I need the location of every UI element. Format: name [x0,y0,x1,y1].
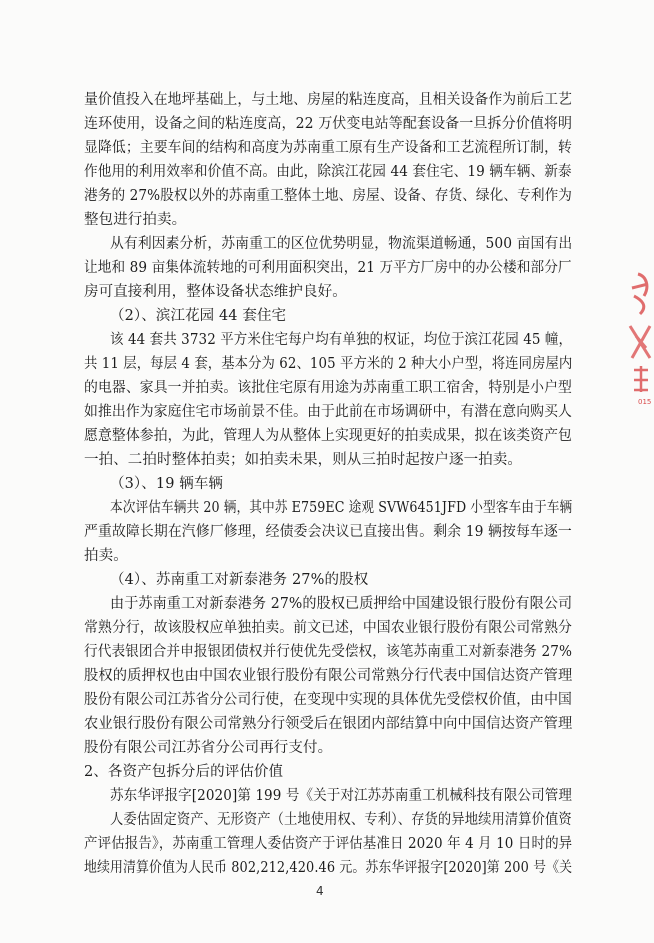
text-line: 人委估固定资产、无形资产（土地使用权、专利）、存货的异地续用清算价值资 [110,812,572,828]
text-line: 该 44 套共 3732 平方米住宅每户均有单独的权证，均位于滨江花园 45 幢， [110,332,573,348]
text-line: 作他用的利用效率和价值不高。由此，除滨江花园 44 套住宅、19 辆车辆、新泰 [84,164,572,180]
section-heading: （4）、苏南重工对新泰港务 27%的股权 [110,572,369,588]
text-line: 一拍、二拍时整体拍卖；如拍卖未果，则从三拍时起按户逐一拍卖。 [84,452,522,468]
text-line: 农业银行股份有限公司常熟分行领受后在银团内部结算中向中国信达资产管理 [84,716,573,732]
text-line: 股份有限公司江苏省分公司行使，在变现中实现的具体优先受偿权价值，由中国 [84,692,572,708]
text-line: 由于苏南重工对新泰港务 27%的股权已质押给中国建设银行股份有限公司 [110,596,573,612]
text-line: 房可直接利用，整体设备状态维护良好。 [84,284,347,300]
seal-stamp-icon [624,266,654,406]
text-line: 量价值投入在地坪基础上，与土地、房屋的粘连度高，且相关设备作为前后工艺 [84,92,572,108]
text-line: 产评估报告》，苏南重工管理人委估资产于评估基准日 2020 年 4 月 10 日时的异 [84,836,573,852]
text-line: 港务的 27%股权以外的苏南重工整体土地、房屋、设备、存货、绿化、专利作为 [84,188,573,204]
text-line: 的电器、家具一并拍卖。该批住宅原有用途为苏南重工职工宿舍，特别是小户型 [84,380,572,396]
text-line: 从有利因素分析，苏南重工的区位优势明显，物流渠道畅通，500 亩国有出 [110,236,573,252]
section-heading: 苏东华评报字[2020]第 199 号《关于对江苏苏南重工机械科技有限公司管理 [110,788,573,804]
text-line: 整包进行拍卖。 [84,212,187,228]
text-line: 愿意整体参拍，为此，管理人为从整体上实现更好的拍卖成果，拟在该类资产包 [84,428,572,444]
text-line: 行代表银团合并申报银团债权并行使优先受偿权，该笔苏南重工对新泰港务 27% [84,644,573,660]
text-line: 严重故障长期在汽修厂修理，经债委会决议已直接出售。剩余 19 辆按每车逐一 [84,524,572,540]
text-line: 拍卖。 [84,548,128,564]
text-line: 地续用清算价值为人民币 802,212,420.46 元。苏东华评报字[2020]第 200 号《关 [84,860,573,876]
text-line: 连环使用，设备之间的粘连度高，22 万伏变电站等配套设备一旦拆分价值将明 [84,116,573,132]
text-line: 显降低；主要车间的结构和高度为苏南重工原有生产设备和工艺流程所订制，转 [84,140,572,156]
text-line: 共 11 层，每层 4 套，基本分为 62、105 平方米的 2 种大小户型，将连同房屋内 [84,356,573,372]
section-heading: （3）、19 辆车辆 [110,476,224,492]
text-line: 如推出作为家庭住宅市场前景不佳。由于此前在市场调研中，有潜在意向购买人 [84,404,572,420]
page-number: 4 [316,884,324,898]
text-line: 股份有限公司江苏省分公司再行支付。 [84,740,333,756]
section-heading: （2）、滨江花园 44 套住宅 [110,308,287,324]
text-line: 常熟分行，故该股权应单独拍卖。前文已述，中国农业银行股份有限公司常熟分 [84,620,572,636]
text-line: 让地和 89 亩集体流转地的可利用面积突出，21 万平方厂房中的办公楼和部分厂 [84,260,572,276]
text-line: 本次评估车辆共 20 辆，其中苏 E759EC 途观 SVW6451JFD 小型客车由于车辆 [110,500,573,516]
svg-text:015: 015 [638,398,652,406]
text-line: 股权的质押权也由中国农业银行股份有限公司常熟分行代表中国信达资产管理 [84,668,573,684]
text-line: 2、各资产包拆分后的评估价值 [84,764,284,780]
